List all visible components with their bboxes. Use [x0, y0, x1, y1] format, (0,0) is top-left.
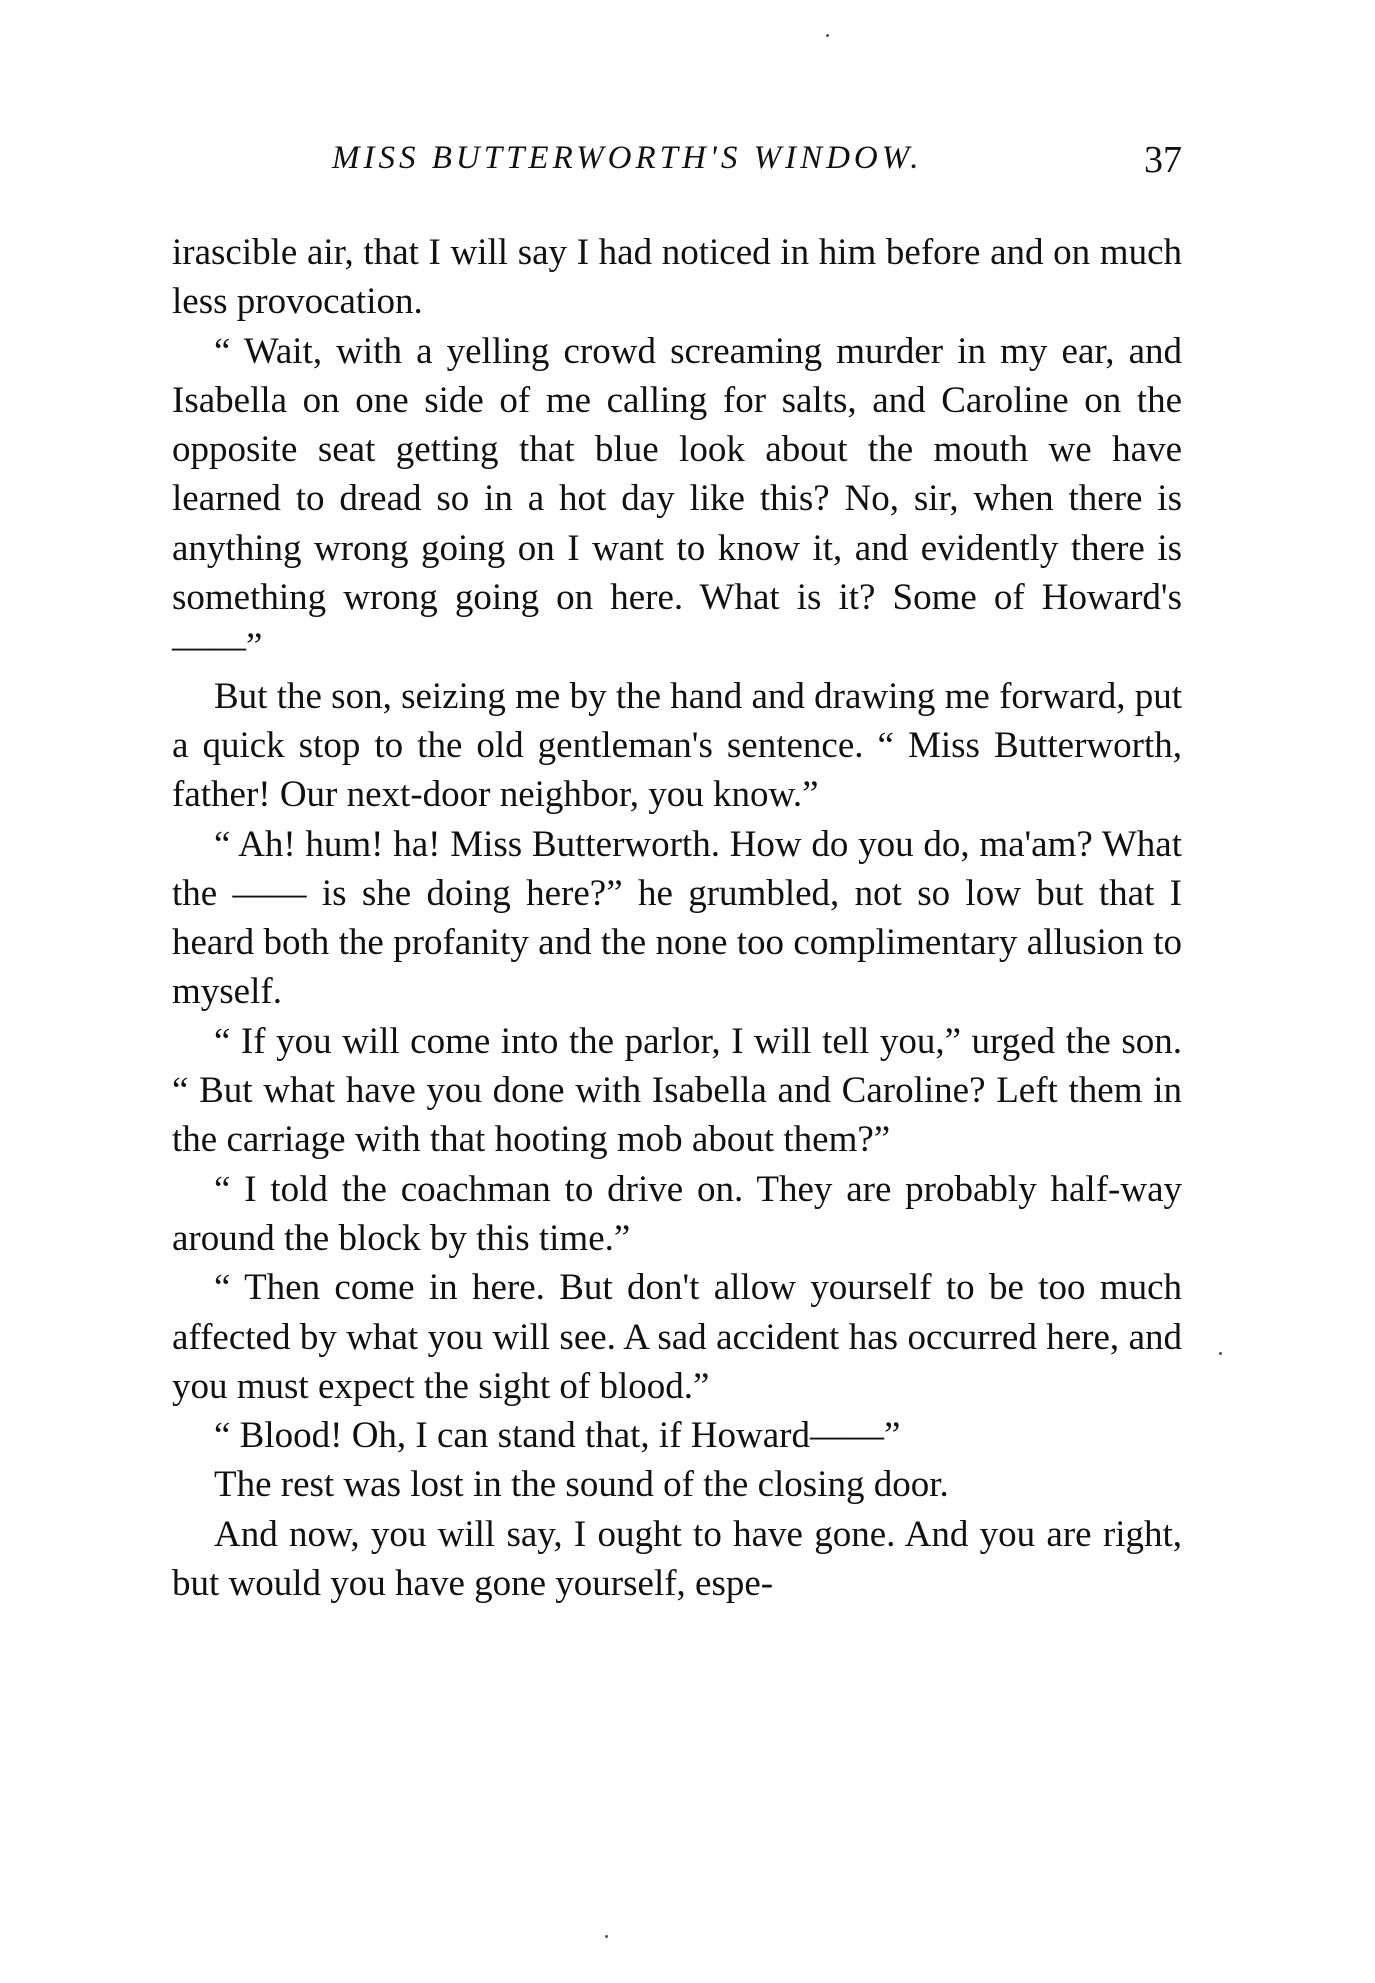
paragraph: And now, you will say, I ought to have gone. And you are right, but would you have gone yourself, espe- [172, 1513, 1182, 1605]
paper-speck [1219, 1352, 1222, 1355]
paragraph: “ Then come in here. But don't allow yourself to be too much affected by what you will see. A sad accident has occurred here, and you must expect the sight of blood.” [172, 1267, 1182, 1407]
paper-speck [605, 1935, 608, 1938]
page-number: 37 [1144, 139, 1182, 181]
paragraph: But the son, seizing me by the hand and drawing me forward, put a quick stop to the old gentleman's sentence. “ Miss Butterworth, father! Our next-door neighbor, you know.” [172, 675, 1182, 816]
paragraph: irascible air, that I will say I had noticed in him before and on much less provocation. [172, 232, 1182, 323]
paragraph: “ I told the coachman to drive on. They are probably half-way around the block by this time.” [172, 1168, 1182, 1259]
paragraph: The rest was lost in the sound of the closing door. [214, 1464, 949, 1506]
page-header [172, 140, 1182, 200]
running-head: MISS BUTTERWORTH'S WINDOW. [332, 140, 923, 176]
paragraph: “ Blood! Oh, I can stand that, if Howard——” [214, 1415, 901, 1457]
paragraph: “ Wait, with a yelling crowd screaming murder in my ear, and Isabella on one side of me calling for salts, and Caroline on the opposite seat getting that blue look about the mouth we have learned to dread so in a hot day like this? No, sir, when there is anything wrong going on I want to know it, and evidently there is something wrong going on here. What is it? Some of Howard's——” [172, 330, 1182, 668]
body-text [172, 228, 1182, 1608]
paragraph: “ If you will come into the parlor, I will tell you,” urged the son. “ But what have you done with Isabella and Caroline? Left them in the carriage with that hooting mob about them?” [172, 1020, 1182, 1161]
paper-speck [826, 34, 829, 37]
paragraph: “ Ah! hum! ha! Miss Butterworth. How do you do, ma'am? What the —— is she doing here?” he grumbled, not so low but that I heard both the profanity and the none too complimentary allusion to myself. [172, 823, 1182, 1013]
